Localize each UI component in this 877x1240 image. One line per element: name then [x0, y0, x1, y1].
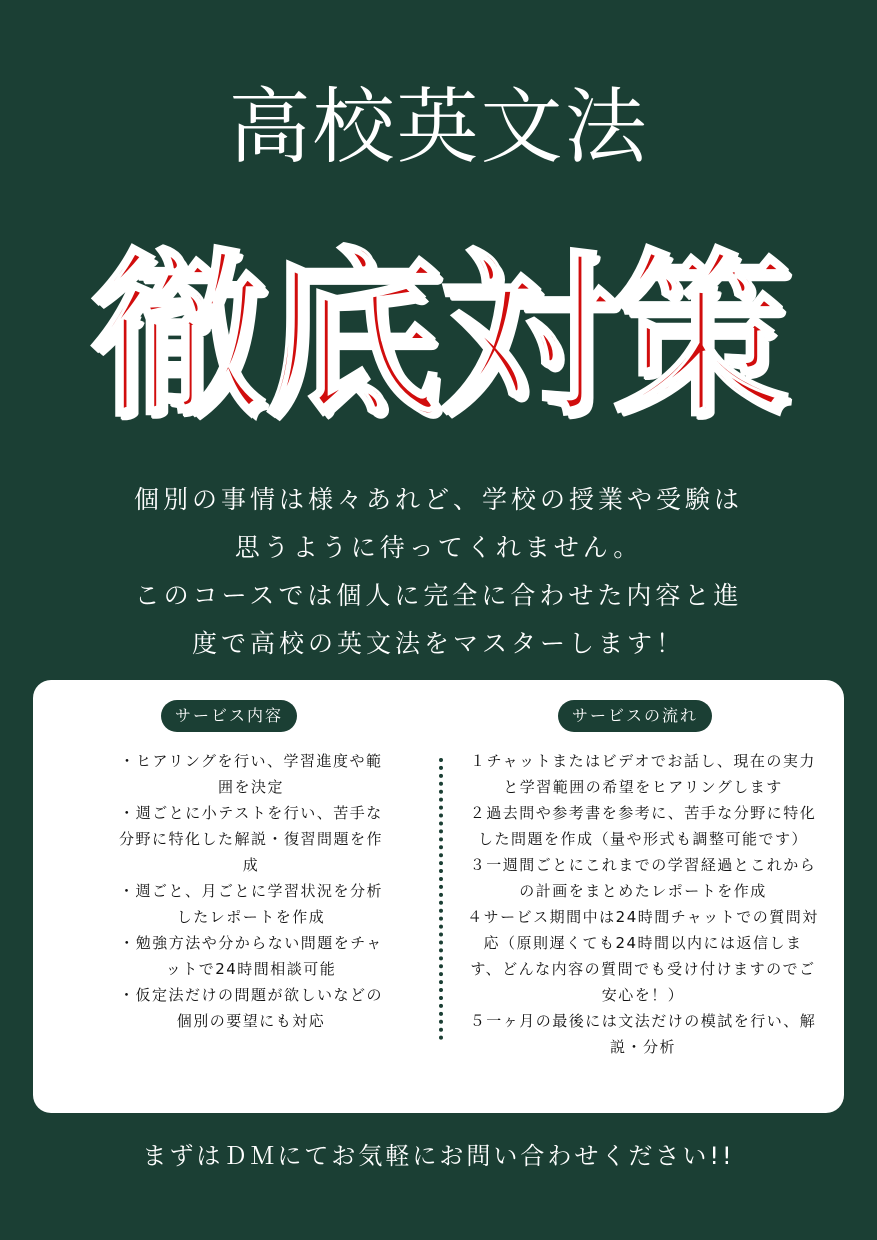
list-item: 個別の要望にも対応: [176, 1012, 326, 1030]
list-item: ・勉強方法や分からない問題をチャ: [119, 934, 383, 952]
intro-text: [0, 476, 877, 668]
list-item: 囲を決定: [217, 778, 284, 796]
list-item: ５一ヶ月の最後には文法だけの模試を行い、解: [469, 1012, 817, 1030]
list-item: ・ヒアリングを行い、学習進度や範: [119, 752, 383, 770]
intro-line: 思うように待ってくれません。: [234, 533, 643, 562]
list-item: ２過去問や参考書を参考に、苦手な分野に特化: [469, 804, 817, 822]
list-item: 分野に特化した解説・復習問題を作: [118, 830, 383, 848]
intro-line: 個別の事情は様々あれど、学校の授業や受験は: [133, 485, 743, 514]
headline: 徹底対策: [90, 233, 787, 440]
list-item: 成: [242, 856, 260, 874]
list-item: と学習範囲の希望をヒアリングします: [503, 778, 783, 796]
list-item: したレポートを作成: [176, 908, 326, 926]
list-item: した問題を作成（量や形式も調整可能です）: [477, 830, 808, 848]
list-item: 説・分析: [609, 1038, 676, 1056]
list-item: の計画をまとめたレポートを作成: [519, 882, 767, 900]
list-item: ・仮定法だけの問題が欲しいなどの: [118, 986, 383, 1004]
list-item: す、どんな内容の質問でも受け付けますのでご: [470, 960, 816, 978]
page-title: 高校英文法: [228, 80, 649, 175]
list-item: 応（原則遅くても24時間以内には返信しま: [483, 934, 803, 952]
dotted-divider: [439, 758, 443, 1040]
list-item: ３一週間ごとにこれまでの学習経過とこれから: [469, 856, 817, 874]
footer-contact-text: まずはＤＭにてお気軽にお問い合わせください!!: [142, 1142, 735, 1170]
list-item: ・週ごとに小テストを行い、苦手な: [119, 804, 383, 822]
service-content-list: [81, 748, 421, 1034]
intro-line: 度で高校の英文法をマスターします！: [191, 629, 685, 658]
service-content-label: サービス内容: [161, 700, 297, 732]
service-flow-label: サービスの流れ: [558, 700, 712, 732]
service-flow-list: [458, 748, 828, 1060]
list-item: １チャットまたはビデオでお話し、現在の実力: [470, 752, 816, 770]
list-item: ・週ごと、月ごとに学習状況を分析: [118, 882, 383, 900]
intro-line: このコースでは個人に完全に合わせた内容と進: [134, 581, 743, 610]
list-item: 安心を！）: [601, 986, 685, 1004]
info-card: [33, 680, 844, 1113]
list-item: ４サービス期間中は24時間チャットでの質問対: [467, 908, 819, 926]
list-item: ットで24時間相談可能: [165, 960, 337, 978]
